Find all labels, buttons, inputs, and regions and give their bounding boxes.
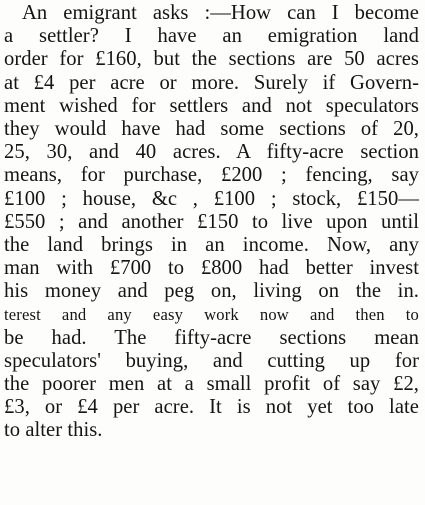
- text-line-19: to alter this.: [4, 419, 103, 442]
- text-line-3: order for £160, but the sections are 50 acres: [4, 48, 419, 71]
- text-line-14: terest and any easy work now and then to: [4, 305, 419, 325]
- text-line-12: man with £700 to £800 had better invest: [4, 257, 419, 280]
- text-line-11: the land brings in an income. Now, any: [4, 233, 419, 256]
- text-line-15: be had. The fifty-acre sections mean: [4, 326, 419, 349]
- text-line-9: £100 ; house, &c , £100 ; stock, £150—: [4, 187, 419, 210]
- text-line-7: 25, 30, and 40 acres. A fifty-acre section: [4, 141, 419, 164]
- text-line-18: £3, or £4 per acre. It is not yet too late: [4, 396, 419, 419]
- text-line-4: at £4 per acre or more. Surely if Govern-: [4, 71, 419, 94]
- text-line-8: means, for purchase, £200 ; fencing, say: [4, 164, 419, 187]
- text-line-16: speculators' buying, and cutting up for: [4, 349, 419, 372]
- text-line-6: they would have had some sections of 20,: [4, 117, 419, 140]
- text-line-13: his money and peg on, living on the in.: [4, 280, 419, 303]
- text-line-10: £550 ; and another £150 to live upon until: [4, 210, 419, 233]
- text-line-5: ment wished for settlers and not speculators: [4, 94, 419, 117]
- text-line-17: the poorer men at a small profit of say £2,: [4, 373, 419, 395]
- text-line-2: a settler? I have an emigration land: [4, 25, 419, 48]
- text-line-1: An emigrant asks :—How can I become: [22, 2, 419, 24]
